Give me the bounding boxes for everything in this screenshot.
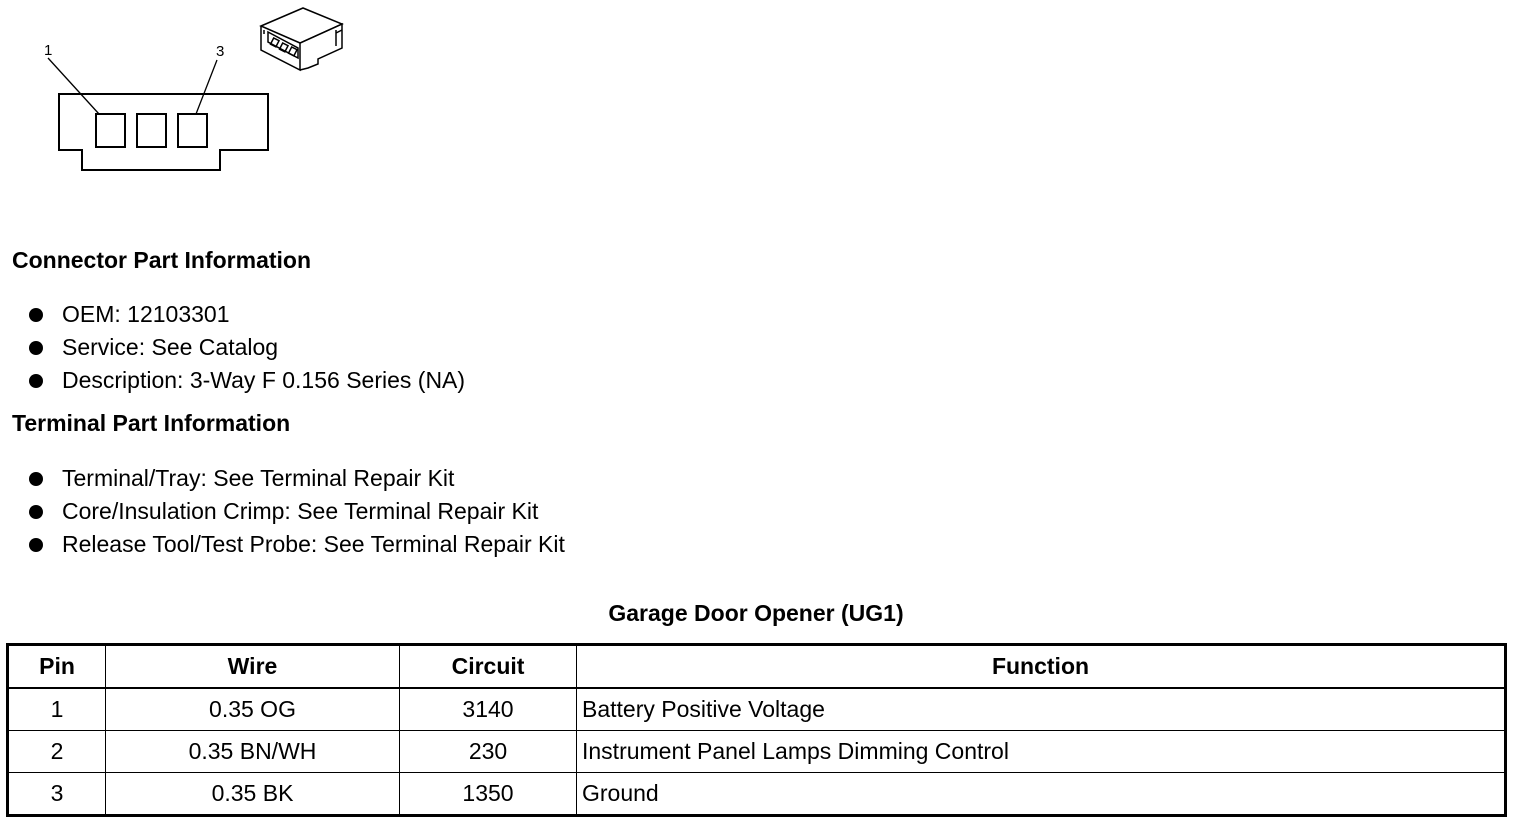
connector-part-info-list <box>0 298 465 397</box>
pin-cavity-2 <box>137 114 166 147</box>
list-item <box>0 495 565 528</box>
bullet-icon <box>29 341 43 355</box>
table-header-row <box>8 645 1506 689</box>
list-item-text: Terminal/Tray: See Terminal Repair Kit <box>62 465 455 491</box>
list-item-text: Description: 3-Way F 0.156 Series (NA) <box>62 367 466 393</box>
callout-label-pin-1: 1 <box>44 42 53 59</box>
list-item-text: Service: See Catalog <box>62 334 279 360</box>
list-item-text: Release Tool/Test Probe: See Terminal Repair Kit <box>62 531 565 557</box>
list-item-text: Core/Insulation Crimp: See Terminal Repair Kit <box>62 498 539 524</box>
terminal-part-info-list <box>0 462 565 561</box>
callout-label-pin-3: 3 <box>216 43 225 60</box>
terminal-part-info-heading: Terminal Part Information <box>12 410 291 436</box>
bullet-icon <box>29 308 43 322</box>
table-row <box>8 773 1506 816</box>
table-row <box>8 688 1506 731</box>
connector-diagram <box>0 0 360 180</box>
callout-leader-pin-1 <box>48 58 99 114</box>
list-item-text: OEM: 12103301 <box>62 301 230 327</box>
cell-circuit: 230 <box>400 731 577 773</box>
cell-wire: 0.35 OG <box>106 688 400 731</box>
connector-isometric-thumbnail <box>261 8 342 70</box>
pin-cavity-3 <box>178 114 207 147</box>
cell-function: Battery Positive Voltage <box>577 688 1506 731</box>
connector-part-info-heading: Connector Part Information <box>12 247 312 273</box>
column-header-pin: Pin <box>8 645 106 689</box>
cell-pin: 1 <box>8 688 106 731</box>
cell-pin: 2 <box>8 731 106 773</box>
list-item <box>0 298 465 331</box>
callout-leader-pin-3 <box>196 60 217 114</box>
list-item <box>0 331 465 364</box>
bullet-icon <box>29 538 43 552</box>
bullet-icon <box>29 374 43 388</box>
cell-circuit: 1350 <box>400 773 577 816</box>
list-item <box>0 528 565 561</box>
list-item <box>0 364 465 397</box>
bullet-icon <box>29 472 43 486</box>
bullet-icon <box>29 505 43 519</box>
cell-function: Instrument Panel Lamps Dimming Control <box>577 731 1506 773</box>
column-header-wire: Wire <box>106 645 400 689</box>
connector-face-drawing <box>0 0 360 180</box>
cell-wire: 0.35 BK <box>106 773 400 816</box>
table-row <box>8 731 1506 773</box>
list-item <box>0 462 565 495</box>
column-header-function: Function <box>577 645 1506 689</box>
cell-wire: 0.35 BN/WH <box>106 731 400 773</box>
pin-cavity-1 <box>96 114 125 147</box>
cell-circuit: 3140 <box>400 688 577 731</box>
pinout-table <box>6 643 1507 817</box>
column-header-circuit: Circuit <box>400 645 577 689</box>
table-title: Garage Door Opener (UG1) <box>608 600 904 626</box>
cell-function: Ground <box>577 773 1506 816</box>
cell-pin: 3 <box>8 773 106 816</box>
